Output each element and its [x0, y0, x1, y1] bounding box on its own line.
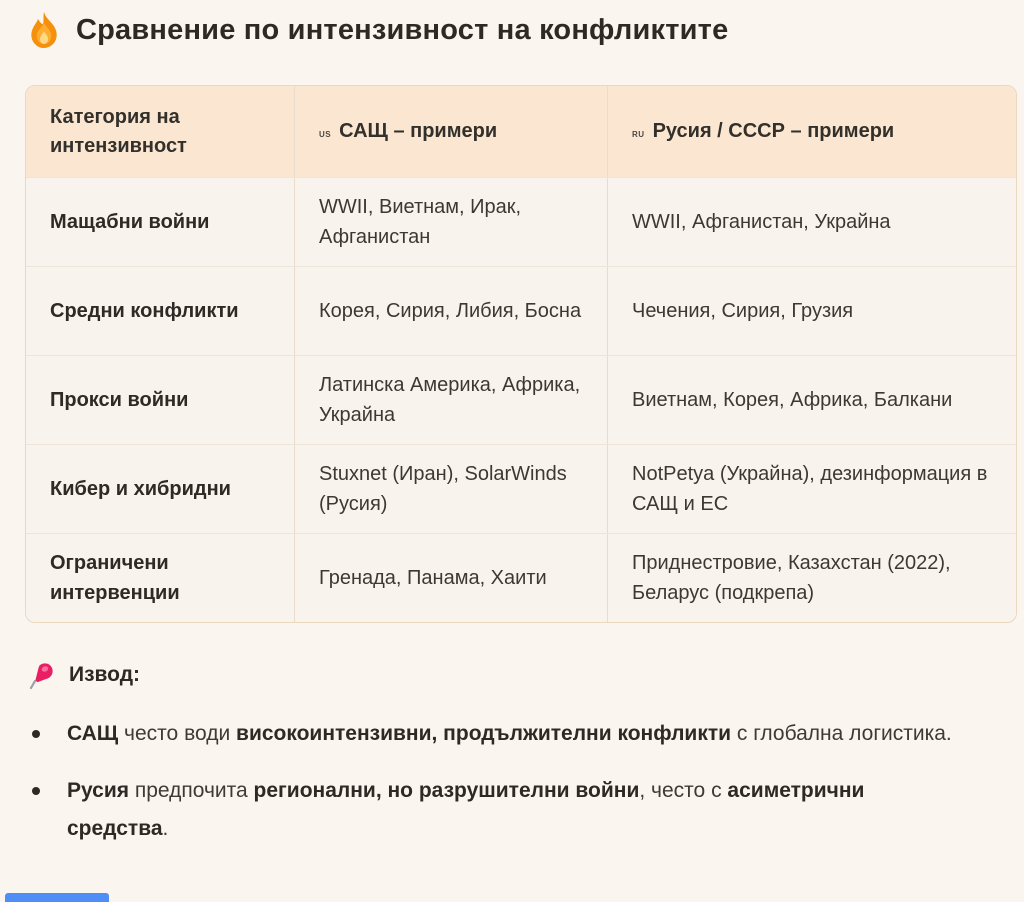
- column-header-us: [294, 86, 607, 177]
- bullet-icon: [32, 730, 40, 738]
- pushpin-icon: [28, 661, 55, 690]
- page-title: [0, 0, 1024, 50]
- list-item: [32, 715, 972, 752]
- row-ru-examples: Чечения, Сирия, Грузия: [607, 267, 1017, 355]
- ru-flag-icon: ru: [632, 126, 645, 140]
- row-us-examples: WWII, Виетнам, Ирак, Афганистан: [294, 178, 607, 266]
- table-row: [26, 355, 1016, 444]
- column-header-us-label: САЩ – примери: [339, 120, 498, 142]
- table-row: [26, 444, 1016, 533]
- row-category: Прокси войни: [50, 389, 189, 411]
- us-flag-icon: us: [319, 126, 332, 140]
- column-header-category: [26, 86, 294, 177]
- page-title-text: Сравнение по интензивност на конфликтите: [76, 13, 729, 46]
- row-category: Кибер и хибридни: [50, 478, 231, 500]
- table-row: [26, 533, 1016, 622]
- bullet-icon: [32, 787, 40, 795]
- bullet-text: Русия предпочита регионални, но разрушителни войни, често с асиметрични средства.: [67, 779, 865, 840]
- row-category: Ограничени интервенции: [50, 552, 180, 604]
- bullet-text: САЩ често води високоинтензивни, продължителни конфликти с глобална логистика.: [67, 722, 952, 745]
- conclusion-list: [32, 715, 972, 847]
- column-header-ru: [607, 86, 1017, 177]
- partial-blue-element[interactable]: [5, 893, 109, 902]
- row-us-examples: Stuxnet (Иран), SolarWinds (Русия): [294, 445, 607, 533]
- conclusion-heading: [28, 659, 1024, 691]
- row-ru-examples: WWII, Афганистан, Украйна: [607, 178, 1017, 266]
- comparison-table: [25, 85, 1017, 623]
- row-us-examples: Корея, Сирия, Либия, Босна: [294, 267, 607, 355]
- table-row: [26, 266, 1016, 355]
- column-header-ru-label: Русия / СССР – примери: [652, 120, 895, 142]
- list-item: [32, 772, 972, 847]
- row-category: Мащабни войни: [50, 211, 210, 233]
- row-category: Средни конфликти: [50, 300, 239, 322]
- fire-icon: [28, 11, 60, 49]
- table-header-row: [26, 86, 1016, 177]
- row-ru-examples: Приднестровие, Казахстан (2022), Беларус (подкрепа): [607, 534, 1017, 622]
- row-ru-examples: Виетнам, Корея, Африка, Балкани: [607, 356, 1017, 444]
- column-header-category-label: Категория на интензивност: [50, 105, 187, 157]
- conclusion-heading-text: Извод:: [69, 663, 141, 686]
- row-ru-examples: NotPetya (Украйна), дезинформация в САЩ и ЕС: [607, 445, 1017, 533]
- row-us-examples: Гренада, Панама, Хаити: [294, 534, 607, 622]
- row-us-examples: Латинска Америка, Африка, Украйна: [294, 356, 607, 444]
- table-row: [26, 177, 1016, 266]
